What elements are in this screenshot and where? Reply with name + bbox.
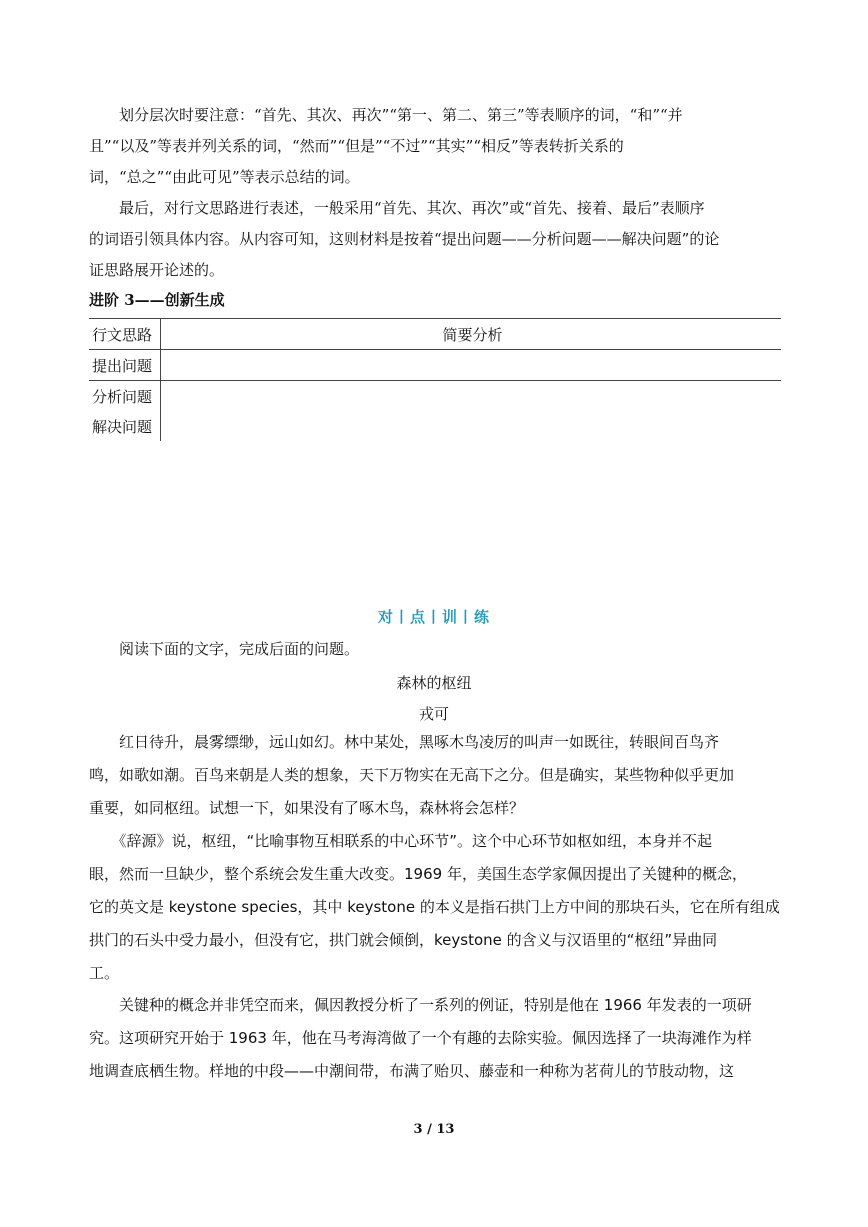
guidance-paragraph-2 [89,193,779,286]
table-row [89,350,781,381]
text-line: 《辞源》说，枢纽，“比喻事物互相联系的中心环节”。这个中心环节如枢如纽，本身并不起 [89,832,713,850]
text-line: 关键种的概念并非凭空而来，佩因教授分析了一系列的例证，特别是他在 1966 年发表的一项研 [89,996,752,1014]
page-number: 3 / 13 [413,1122,455,1137]
text-line: 划分层次时要注意：“首先、其次、再次”“第一、第二、第三”等表顺序的词，“和”“并 [89,106,683,124]
article-paragraph-1 [89,726,779,825]
article-author: 戎可 [418,705,449,723]
text-line: 红日待升，晨雾缥缈，远山如幻。林中某处，黑啄木鸟凌厉的叫声一如既往，转眼间百鸟齐 [89,733,720,751]
table-cell: 解决问题 [89,411,161,441]
guidance-paragraph-1 [89,100,779,193]
article-paragraph-2 [89,825,779,990]
text-line: 的词语引领具体内容。从内容可知，这则材料是按着“提出问题——分析问题——解决问题”的论 [89,230,720,248]
table-header-cell: 简要分析 [161,319,782,350]
text-line: 拱门的石头中受力最小，但没有它，拱门就会倾倒，keystone 的含义与汉语里的“枢纽”异曲同 [89,931,718,949]
advanced-heading: 进阶 3——创新生成 [89,291,225,309]
table-cell-empty [161,411,782,441]
text-line: 重要，如同枢纽。试想一下，如果没有了啄木鸟，森林将会怎样？ [89,799,525,817]
table-header-cell: 行文思路 [89,319,161,350]
table-cell: 提出问题 [89,350,161,381]
text-line: 它的英文是 keystone species，其中 keystone 的本义是指石拱门上方中间的那块石头，它在所有组成 [89,898,780,916]
text-line: 究。这项研究开始于 1963 年，他在马考海湾做了一个有趣的去除实验。佩因选择了一块海滩作为样 [89,1029,752,1047]
article-title: 森林的枢纽 [396,674,472,692]
table-cell: 分析问题 [89,381,161,412]
instruction-text [89,634,779,665]
text-line: 证思路展开论述的。 [89,261,225,279]
text-line: 鸣，如歌如潮。百鸟来朝是人类的想象，天下万物实在无高下之分。但是确实，某些物种似乎更加 [89,766,735,784]
text-line: 最后，对行文思路进行表述，一般采用“首先、其次、再次”或“首先、接着、最后”表顺序 [89,199,705,217]
table-header-row [89,319,781,350]
table-cell-empty [161,350,782,381]
analysis-table [89,318,781,441]
table-row [89,411,781,441]
text-line: 工。 [89,964,120,982]
text-line: 词，“总之”“由此可见”等表示总结的词。 [89,168,360,186]
text-line: 且”“以及”等表并列关系的词，“然而”“但是”“不过”“其实”“相反”等表转折关系的 [89,137,624,155]
section-title: 对丨点丨训丨练 [377,608,490,626]
article-paragraph-3 [89,989,779,1088]
text-line: 阅读下面的文字，完成后面的问题。 [89,640,360,658]
table-cell-empty [161,381,782,412]
text-line: 眼，然而一旦缺少，整个系统会发生重大改变。1969 年，美国生态学家佩因提出了关键种的概念， [89,865,747,883]
table-row [89,381,781,412]
text-line: 地调查底栖生物。样地的中段——中潮间带，布满了贻贝、藤壶和一种称为茗荷儿的节肢动物，这 [89,1062,735,1080]
